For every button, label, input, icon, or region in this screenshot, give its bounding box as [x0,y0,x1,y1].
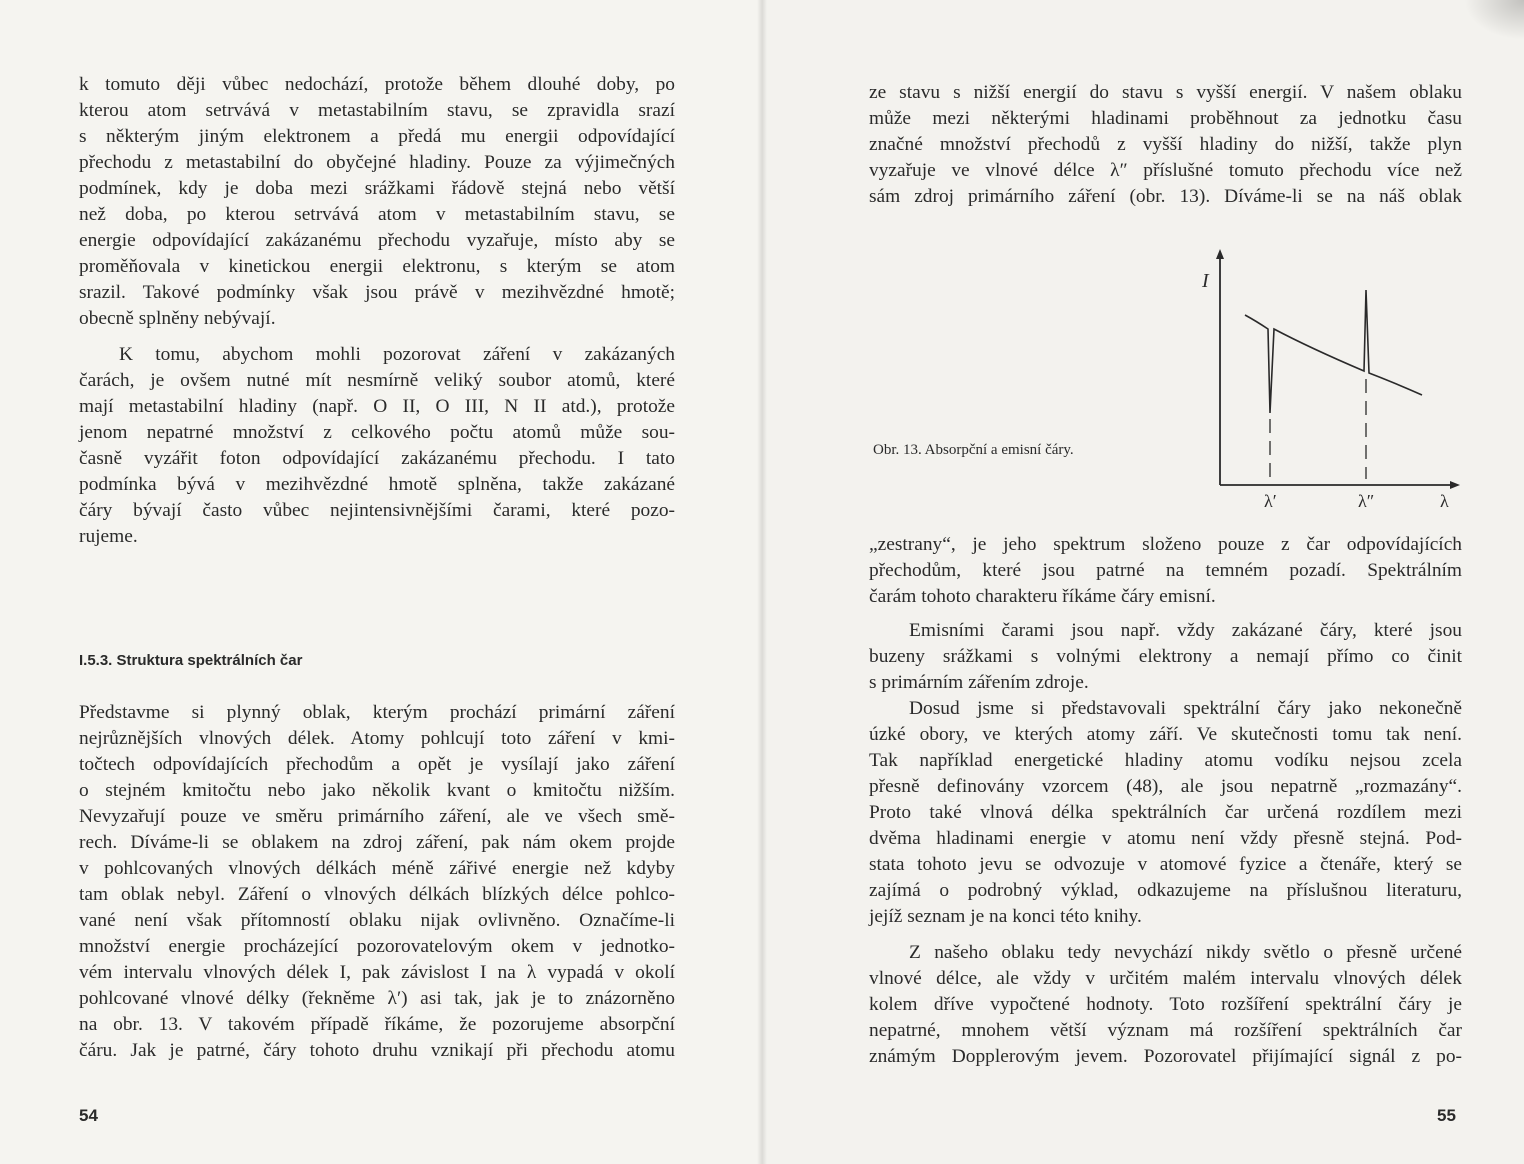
text-line: zajímá o podrobný výklad, odkazujeme na příslušnou literaturu, [869,880,1462,901]
text-line: přechodům, které jsou patrné na temném pozadí. Spektrálním [869,560,1462,581]
x-axis-arrow [1450,481,1460,489]
text-line: Proto také vlnová délka spektrálních čar určená rozdílem mezi [869,802,1462,823]
spectrum-curve [1245,290,1422,413]
text-line: obecně splněny nebývají. [79,308,276,329]
absorption-wavelength-label: λ′ [1264,491,1277,511]
text-line: kterou atom setrvává v metastabilním stavu, se zpravidla srazí [79,100,675,121]
text-line: značné množství přechodů z vyšší hladiny do nižší, takže plyn [869,134,1462,155]
text-line: čarám tohoto charakteru říkáme čáry emisní. [869,586,1216,607]
text-line: čáru. Jak je patrné, čáry tohoto druhu vznikají při přechodu atomu [79,1040,675,1061]
text-line: jejíž seznam je na konci této knihy. [869,906,1142,927]
figure-absorption-emission-lines [1190,245,1470,515]
text-line: vlnové délce, ale vždy v určitém malém intervalu vlnových délek [869,968,1462,989]
text-line: dvěma hladinami energie v atomu není vždy přesně stejná. Pod- [869,828,1462,849]
text-line: nejrůznějších vlnových délek. Atomy pohlcují toto záření v kmi- [79,728,675,749]
text-line: Emisními čarami jsou např. vždy zakázané čáry, které jsou [909,620,1462,641]
text-line: přechodu z metastabilní do obyčejné hladiny. Pouze za výjimečných [79,152,675,173]
text-line: množství energie procházející pozorovatelovým okem v jednotko- [79,936,675,957]
text-line: k tomuto ději vůbec nedochází, protože během dlouhé doby, po [79,74,675,95]
text-line: buzeny srážkami s volnými elektrony a nemají přímo co činit [869,646,1462,667]
y-axis-label: I [1202,270,1209,292]
text-line: než doba, po kterou setrvává atom v metastabilním stavu, se [79,204,675,225]
text-line: tam oblak nebyl. Záření o vlnových délkách blízkých délce pohlco- [79,884,675,905]
page-corner-shadow [1464,0,1524,40]
text-line: energie odpovídající zakázanému přechodu vyzařuje, místo aby se [79,230,675,251]
book-spine [757,0,767,1164]
text-line: může mezi některými hladinami proběhnout za jednotku času [869,108,1462,129]
text-line: podmínek, kdy je doba mezi srážkami řádově stejná nebo větší [79,178,675,199]
text-line: K tomu, abychom mohli pozorovat záření v zakázaných [119,344,675,365]
text-line: známým Dopplerovým jevem. Pozorovatel přijímající signál z po- [869,1046,1462,1067]
text-line: s primárním zářením zdroje. [869,672,1089,693]
text-line: Nevyzařují pouze ve směru primárního záření, ale ve všech smě- [79,806,675,827]
text-line: Představme si plynný oblak, kterým prochází primární záření [79,702,675,723]
text-line: v pohlcovaných vlnových délkách méně zářivé energie než kdyby [79,858,675,879]
text-line: čáry bývají často vůbec nejintensivnějšími čarami, které pozo- [79,500,675,521]
text-line: vém intervalu vlnových délek I, pak závislost I na λ vypadá v okolí [79,962,675,983]
text-line: přesně definovány vzorcem (48), ale jsou nepatrně „rozmazány“. [869,776,1462,797]
text-line: točtech odpovídajících přechodům a opět je vysílají jako záření [79,754,675,775]
text-line: o stejném kmitočtu nebo jako několik kvant o kmitočtu nižším. [79,780,675,801]
text-line: sám zdroj primárního záření (obr. 13). Díváme-li se na náš oblak [869,186,1462,207]
text-line: nepatrné, mnohem větší význam má rozšíření spektrálních čar [869,1020,1462,1041]
text-line: čarách, je ovšem nutné mít nesmírně veliký soubor atomů, které [79,370,675,391]
section-heading: I.5.3. Struktura spektrálních čar [79,652,303,669]
text-line: Z našeho oblaku tedy nevychází nikdy světlo o přesně určené [909,942,1462,963]
text-line: Tak například energetické hladiny atomu vodíku nejsou zcela [869,750,1462,771]
page-number: 54 [79,1106,98,1125]
text-line: časně vyzářit foton odpovídající zakázanému přechodu. I tato [79,448,675,469]
page-number: 55 [1437,1106,1456,1125]
text-line: úzké obory, ve kterých atomy září. Ve skutečnosti tomu tak není. [869,724,1462,745]
text-line: pohlcované vlnové délky (řekněme λ′) asi tak, jak je to znázorněno [79,988,675,1009]
emission-wavelength-label: λ″ [1358,491,1375,511]
text-line: rech. Díváme-li se oblakem na zdroj záření, pak nám okem projde [79,832,675,853]
text-line: „zestrany“, je jeho spektrum složeno pouze z čar odpovídajících [869,534,1462,555]
text-line: stata tohoto jevu se odvozuje v atomové fyzice a čtenáře, který se [869,854,1462,875]
text-line: podmínka bývá v mezihvězdné hmotě splněna, takže zakázané [79,474,675,495]
text-line: jenom nepatrné množství z celkového počtu atomů může sou- [79,422,675,443]
text-line: Dosud jsme si představovali spektrální čáry jako nekonečně [909,698,1462,719]
text-line: mají metastabilní hladiny (např. O II, O III, N II atd.), protože [79,396,675,417]
x-axis-label: λ [1440,491,1449,511]
y-axis-arrow [1216,249,1224,259]
text-line: vyzařuje ve vlnové délce λ″ příslušné tomuto přechodu více než [869,160,1462,181]
text-line: s některým jiným elektronem a předá mu energii odpovídající [79,126,675,147]
text-line: ze stavu s nižší energií do stavu s vyšší energií. V našem oblaku [869,82,1462,103]
text-line: kolem dříve vypočtené hodnoty. Toto rozšíření spektrální čáry je [869,994,1462,1015]
text-line: vané není však přítomností oblaku nijak ovlivněno. Označíme-li [79,910,675,931]
text-line: rujeme. [79,526,138,547]
text-line: srazil. Takové podmínky však jsou právě v mezihvězdné hmotě; [79,282,675,303]
figure-caption: Obr. 13. Absorpční a emisní čáry. [873,442,1074,458]
text-line: na obr. 13. V takovém případě říkáme, že pozorujeme absorpční [79,1014,675,1035]
text-line: proměňovala v kinetickou energii elektronu, s kterým se atom [79,256,675,277]
